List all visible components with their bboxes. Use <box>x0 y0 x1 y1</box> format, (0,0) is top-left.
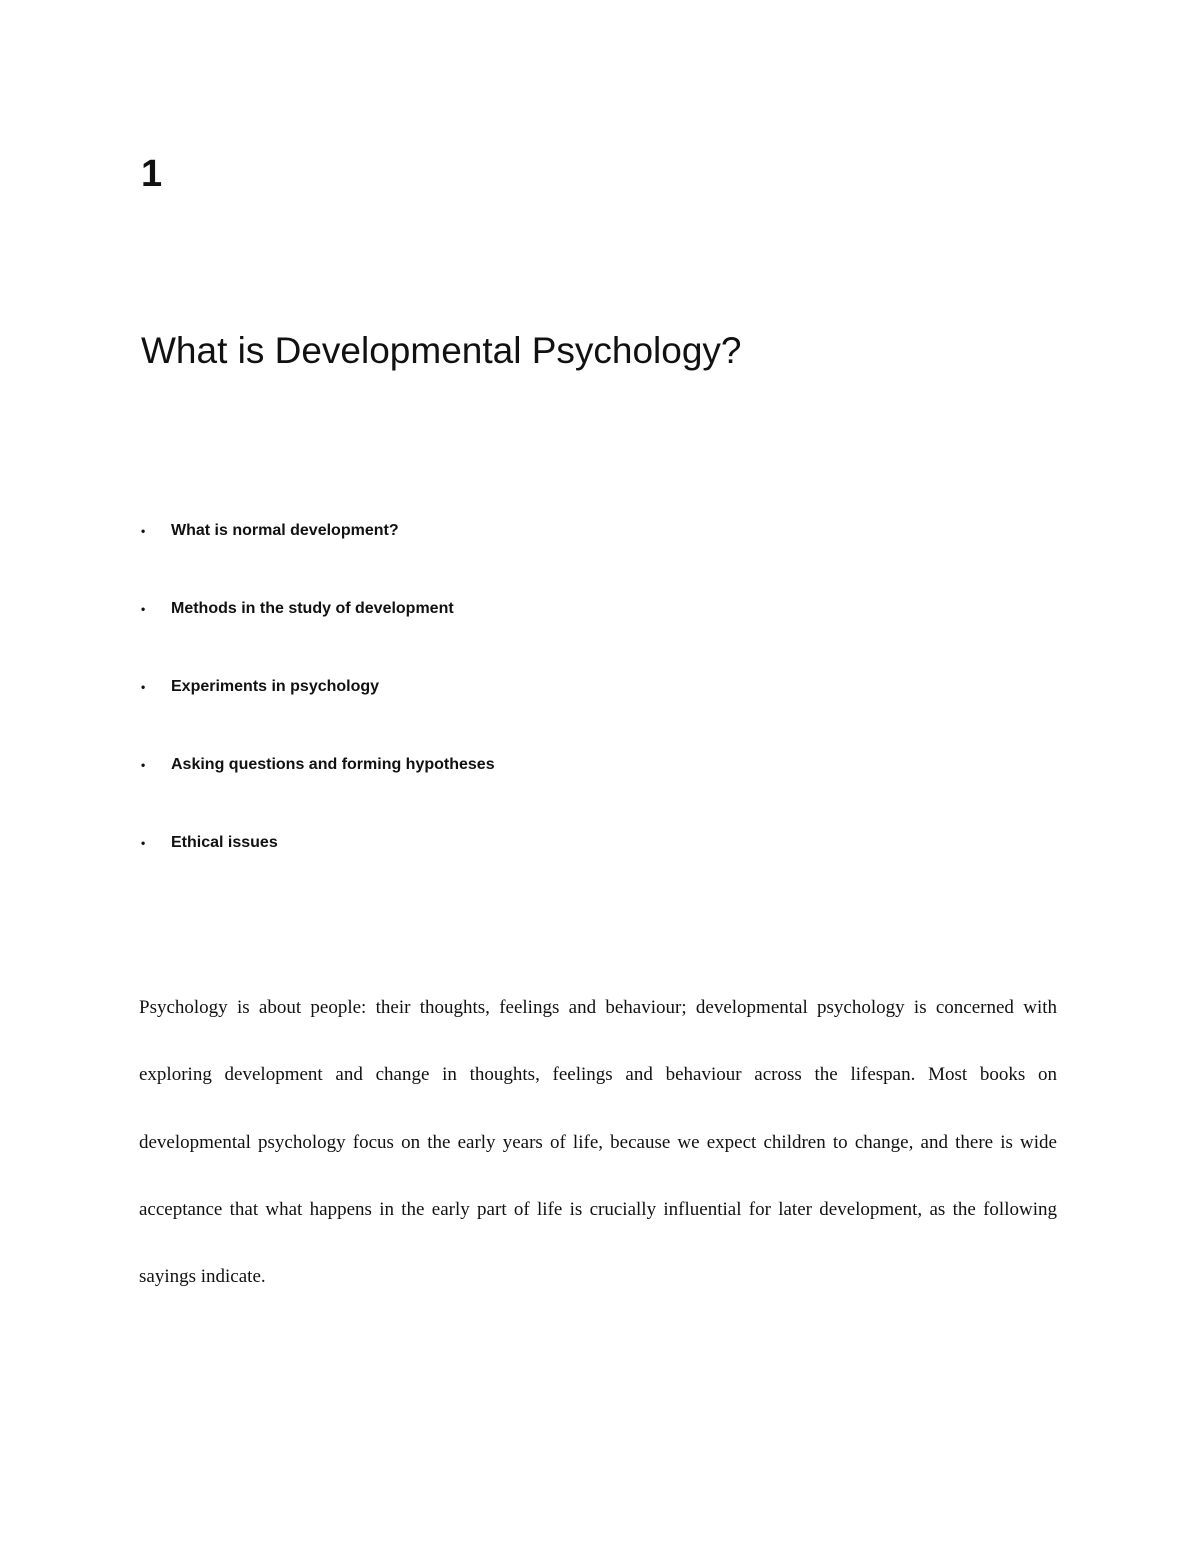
list-item <box>141 592 1041 670</box>
topic-label: Methods in the study of development <box>171 600 454 617</box>
topic-label: Asking questions and forming hypotheses <box>171 756 495 773</box>
chapter-number: 1 <box>141 153 163 195</box>
topic-label: Experiments in psychology <box>171 678 380 695</box>
bullet-icon: • <box>141 524 146 538</box>
bullet-icon: • <box>141 836 146 850</box>
topic-label: Ethical issues <box>171 834 278 851</box>
list-item <box>141 826 1041 904</box>
chapter-title: What is Developmental Psychology? <box>141 330 742 371</box>
list-item <box>141 670 1041 748</box>
bullet-icon: • <box>141 602 146 616</box>
list-item <box>141 514 1041 592</box>
chapter-topics-list <box>141 514 1041 904</box>
bullet-icon: • <box>141 680 146 694</box>
intro-paragraph: Psychology is about people: their thoughts, feelings and behaviour; developmental psychology is concerned with exploring development and change in thoughts, feelings and behaviour across the lifespan. Most books on developmental psychology focus on the early years of life, because we expect children to change, and there is wide acceptance that what happens in the early part of life is crucially influential for later development, as the following sayings indicate. <box>139 997 1057 1288</box>
list-item <box>141 748 1041 826</box>
topic-label: What is normal development? <box>171 522 399 539</box>
bullet-icon: • <box>141 758 146 772</box>
